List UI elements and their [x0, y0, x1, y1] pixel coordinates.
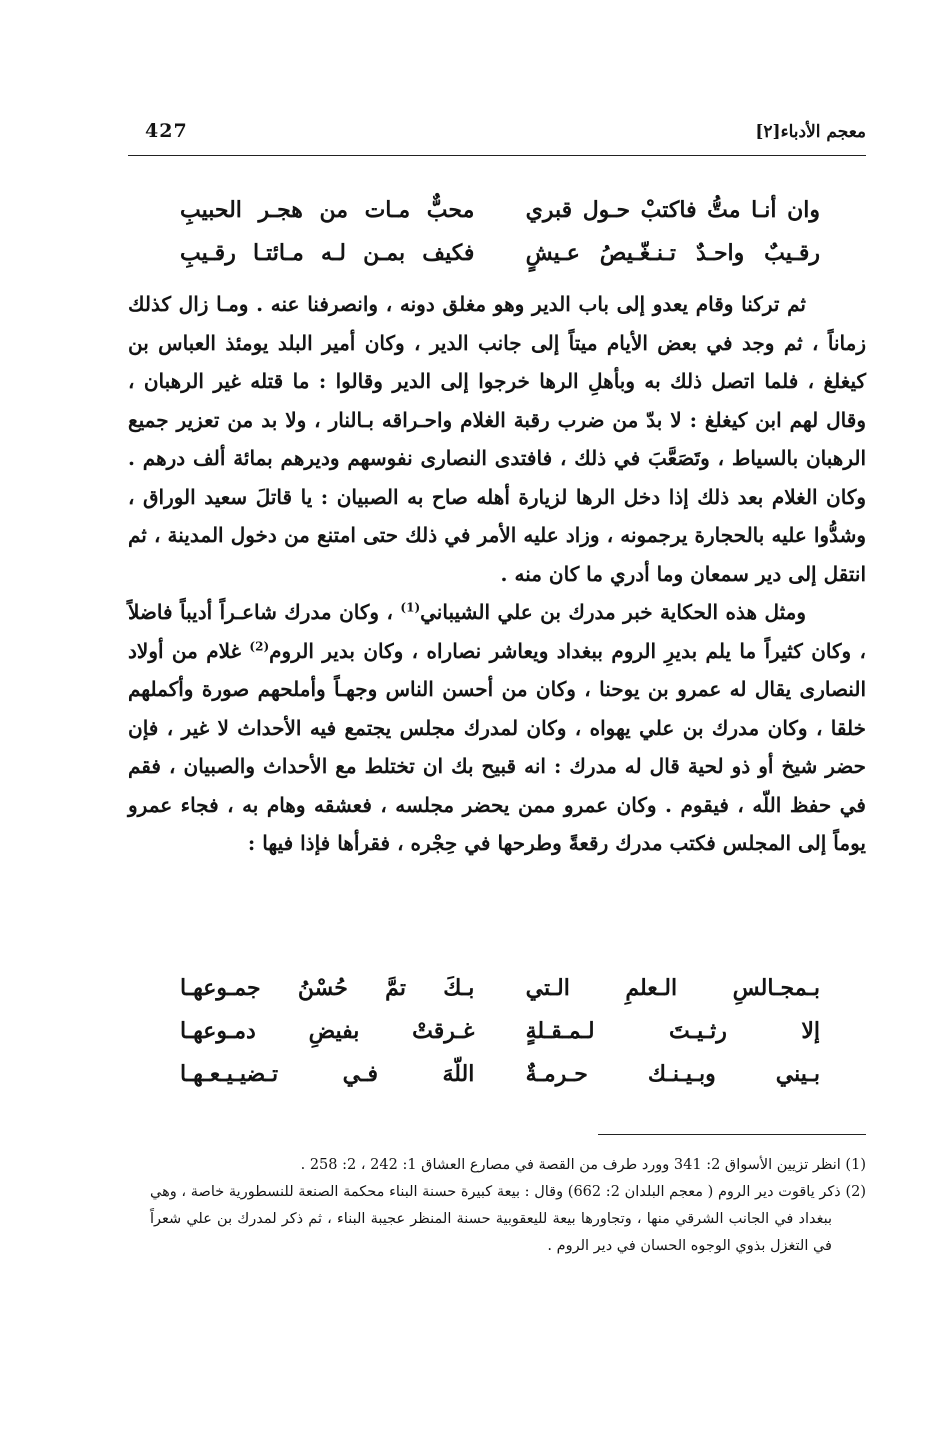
- verse-first-hemistich: رقـيبٌ واحـدٌ تـنـغّـيصُ عـيشٍ: [525, 239, 820, 266]
- verse-line: [180, 1009, 820, 1052]
- footnote-ref: (1): [400, 600, 421, 615]
- footnote-rule: [598, 1134, 866, 1135]
- running-title: معجم الأدباء[٢]: [755, 122, 866, 142]
- verse-second-hemistich: فكيف بمـن لـه مـائتـا رقـيبِ: [180, 239, 475, 266]
- verse-first-hemistich: بـمجـالسِ الـعلمِ الـتي: [525, 974, 820, 1001]
- verse-second-hemistich: غـرقتْ بفيضِ دمـوعهـا: [180, 1017, 475, 1044]
- verse-first-hemistich: إلا رثـيـتَ لـمـقـلةٍ: [525, 1017, 820, 1044]
- paragraph-text: غلام من أولاد النصارى يقال له عمرو بن يوحنا ، وكان من أحسن الناس وجهـاً وأملحهم صورة وأكملهم خلقا ، وكان مدرك بن علي يهواه ، وكان لمدرك مجلس يجتمع فيه الأحداث لا غير ، فإن حضر شيخ أو ذو لحية قال له مدرك : انه قبيح بك ان تختلط مع الأحداث والصبيان ، فقم في حفظ اللّه ، فيقوم . وكان عمرو ممن يحضر مجلسه ، فعشقه وهام به ، فجاء عمرو يوماً إلى المجلس فكتب مدرك رقعةً وطرحها في حِجْره ، فقرأها فإذا فيها :: [128, 638, 866, 855]
- paragraph: ثم تركنا وقام يعدو إلى باب الدير وهو مغلق دونه ، وانصرفنا عنه . ومـا زال كذلك زماناً ، ثم وجد في بعض الأيام ميتاً إلى جانب الدير ، وكان أمير البلد يومئذ العباس بن كيغلغ ، فلما اتصل ذلك به وبأهلِ الرها خرجوا إلى الدير وقالوا : ما قتله غير الرهبان ، وقال لهم ابن كيغلغ : لا بدّ من ضرب رقبة الغلام واحـراقه بـالنار ، ولا بد من تعزير جميع الرهبان بالسياط ، وتَصَعَّبَ في ذلك ، فافتدى النصارى نفوسهم وديرهم بمائة ألف درهم . وكان الغلام بعد ذلك إذا دخل الرها لزيارة أهله صاح به الصبيان : يا قاتلَ سعيد الوراق ، وشدُّوا عليه بالحجارة يرجمونه ، وزاد عليه الأمر في ذلك حتى امتنع من دخول المدينة ، ثم انتقل إلى دير سمعان وما أدري ما كان منه .: [128, 292, 866, 586]
- paragraph: [128, 593, 866, 863]
- footnote-ref: (2): [249, 638, 270, 653]
- footnote: (1) انظر تزيين الأسواق 2: 341 وورد طرف من القصة في مصارع العشاق 1: 242 ، 2: 258 .: [300, 1157, 866, 1173]
- verse-first-hemistich: بـيني وبـيـنـك حـرمـةٌ: [525, 1060, 820, 1087]
- body-text: [128, 285, 866, 863]
- poem-verses-top: [180, 188, 820, 274]
- header-rule: [128, 155, 866, 156]
- poem-verses-bottom: [180, 966, 820, 1095]
- footnote: (2) ذكر ياقوت دير الروم ( معجم البلدان 2: 662) وقال : بيعة كبيرة حسنة البناء محكمة الصنعة للنسطورية خاصة ، وهي ببغداد في الجانب الشرقي منها ، وتجاورها بيعة لليعقوبية حسنة المنظر عجيبة البناء ، ثم ذكر لمدرك بن علي شعراً في التغزل بذوي الوجوه الحسان في دير الروم .: [150, 1184, 867, 1254]
- paragraph-text: ومثل هذه الحكاية خبر مدرك بن علي الشيباني: [420, 600, 807, 624]
- paragraph-text: ، وكان مدرك شاعـراً أديباً فاضلاً ، وكان كثيراً ما يلم بديرِ الروم ببغداد ويعاشر نصاراه ، وكان بدير الروم: [128, 600, 866, 663]
- verse-first-hemistich: وان أنـا متُّ فاكتبْ حـول قبري: [525, 196, 820, 223]
- verse-line: [180, 188, 820, 231]
- page-number: 427: [145, 120, 188, 142]
- verse-line: [180, 1052, 820, 1095]
- verse-second-hemistich: اللّهَ فـي تـضيـيـعـهـا: [180, 1060, 475, 1087]
- verse-line: [180, 966, 820, 1009]
- verse-line: [180, 231, 820, 274]
- verse-second-hemistich: بـكَ تمَّ حُسْنُ جمـوعهـا: [180, 974, 475, 1001]
- verse-second-hemistich: محبٌّ مـات من هجـر الحبيبِ: [180, 196, 475, 223]
- footnotes: [150, 1152, 866, 1260]
